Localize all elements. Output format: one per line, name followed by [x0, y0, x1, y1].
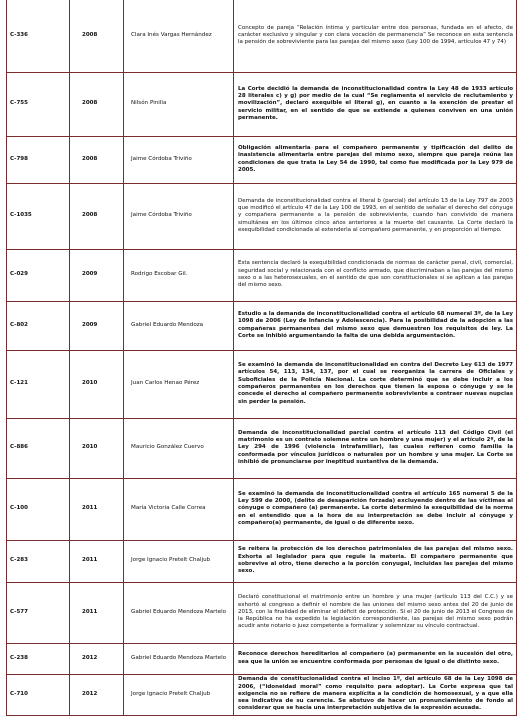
- sentence-code: C-121: [7, 350, 70, 418]
- sentence-year: 2008: [70, 72, 124, 136]
- magistrate-name: Jorge Ignacio Pretelt Chaljub: [124, 540, 234, 582]
- sentence-code: C-029: [7, 249, 70, 301]
- sentence-code: C-710: [7, 674, 70, 715]
- sentence-code: C-755: [7, 72, 70, 136]
- magistrate-name: Juan Carlos Henao Pérez: [124, 350, 234, 418]
- magistrate-name: Mauricio González Cuervo: [124, 418, 234, 478]
- sentence-year: 2009: [70, 249, 124, 301]
- sentence-description: Obligación alimentaria para el compañero permanente y tipificación del delito de inasistencia alimentaria entre parejas del mismo sexo, siempre que pareja reúna las condiciones de que trata la Ley 54 de 1990, tal como fue modificada por la Ley 979 de 2005.: [234, 136, 517, 183]
- table-row: [7, 0, 517, 72]
- magistrate-name: Jorge Ignacio Pretelt Chaljub: [124, 674, 234, 715]
- table-row: [7, 418, 517, 478]
- sentence-description: Reconoce derechos hereditarios al compañero (a) permanente en la sucesión del otro, sea que la unión se encuentre conformada por personas de igual o de distinto sexo.: [234, 643, 517, 674]
- magistrate-name: Gabriel Eduardo Mendoza Martelo: [124, 643, 234, 674]
- sentence-year: 2008: [70, 0, 124, 72]
- sentence-year: 2008: [70, 183, 124, 249]
- sentence-code: C-798: [7, 136, 70, 183]
- sentence-code: C-802: [7, 301, 70, 350]
- table-body: [7, 0, 517, 715]
- sentence-year: 2011: [70, 582, 124, 643]
- table-row: [7, 582, 517, 643]
- magistrate-name: Jaime Córdoba Triviño: [124, 183, 234, 249]
- table-row: [7, 643, 517, 674]
- sentence-description: Se examinó la demanda de inconstitucionalidad contra el artículo 165 numeral 5 de la Ley 599 de 2000, (delito de desaparición forzada) excluyendo dentro de las víctimas al cónyuge o compañero (a) permanente. La corte determinó la exequibilidad de la norma en el entendido que a la hora de su interpretación se debe incluir al cónyuge y compañero(a) permanente, de igual o de diferente sexo.: [234, 478, 517, 540]
- table-row: [7, 183, 517, 249]
- sentence-description: Estudio a la demanda de inconstitucionalidad contra el artículo 68 numeral 3º, de la Ley 1098 de 2006 (Ley de Infancia y Adolescencia). Para la posibilidad de la adopción a las compañeras permanentes del mismo sexo que demuestren los requisitos de ley. La Corte se inhibió argumentando la falta de una debida argumentación.: [234, 301, 517, 350]
- table-row: [7, 540, 517, 582]
- sentence-code: C-100: [7, 478, 70, 540]
- sentence-code: C-283: [7, 540, 70, 582]
- sentence-description: La Corte decidió la demanda de inconstitucionalidad contra la Ley 48 de 1933 artículo 28 literales c) y g) por medio de la cual “Se reglamenta el servicio de reclutamiento y movilización”, declaró exequible el literal g), en cuanto a la exención de prestar el servicio militar, en el sentido de que se extiende a quienes conviven en una unión permanente.: [234, 72, 517, 136]
- sentence-year: 2010: [70, 350, 124, 418]
- table-row: [7, 72, 517, 136]
- sentence-description: Esta sentencia declaró la exequibilidad condicionada de normas de carácter penal, civil, comercial, seguridad social y relacionada con el conflicto armado, que discriminaban a las parejas del mismo sexo o a las heterosexuales, en el sentido de que son constitucionales si se aplican a las parejas del mismo sexo.: [234, 249, 517, 301]
- sentence-code: C-1035: [7, 183, 70, 249]
- sentence-year: 2011: [70, 478, 124, 540]
- magistrate-name: Gabriel Eduardo Mendoza Martelo: [124, 582, 234, 643]
- sentence-year: 2010: [70, 418, 124, 478]
- sentence-code: C-577: [7, 582, 70, 643]
- magistrate-name: Jaime Córdoba Triviño: [124, 136, 234, 183]
- sentence-code: C-238: [7, 643, 70, 674]
- sentence-year: 2012: [70, 643, 124, 674]
- sentence-year: 2009: [70, 301, 124, 350]
- sentence-description: Concepto de pareja “Relación íntima y particular entre dos personas, fundada en el afecto, de carácter exclusivo y singular y con clara vocación de permanencia” Se reconoce en esta sentencia la pensión de sobreviviente para las parejas del mismo sexo (Ley 100 de 1994, artículos 47 y 74): [234, 0, 517, 72]
- table-row: [7, 674, 517, 715]
- magistrate-name: Gabriel Eduardo Mendoza: [124, 301, 234, 350]
- sentence-description: Demanda de constitucionalidad contra el inciso 1º, del artículo 68 de la Ley 1098 de 2006, (“idoneidad moral” como requisito para adoptar). La Corte expresa que tal exigencia no se refiere de manera explícita a la condición de homosexual, y a que ella sea indicativa de su carencia. Se abstuvo de hacer un pronunciamiento de fondo al considerar que se hacía una interpretación subjetiva de la expresión acusada.: [234, 674, 517, 715]
- sentence-code: C-886: [7, 418, 70, 478]
- magistrate-name: Clara Inés Vargas Hernández: [124, 0, 234, 72]
- sentence-description: Se reitera la protección de los derechos patrimoniales de las parejas del mismo sexo. Exhorta al legislador para que regule la materia. El compañero permanente que sobrevive al otro, tiene derecho a la porción conyugal, incluidas las parejas del mismo sexo.: [234, 540, 517, 582]
- sentence-description: Declaró constitucional el matrimonio entre un hombre y una mujer (artículo 113 del C.C.) y se exhortó al congreso a definir el nombre de las uniones del mismo sexo antes del 20 de junio de 2013, con la finalidad de eliminar el déficit de protección. Si el 20 de junio de 2013 el Congreso de la República no ha expedido la legislación correspondiente, las parejas del mismo sexo podrán acudir ante notario o juez competente a formalizar y solemnizar su vínculo contractual.: [234, 582, 517, 643]
- sentence-year: 2012: [70, 674, 124, 715]
- table-row: [7, 249, 517, 301]
- magistrate-name: Rodrigo Escobar Gil.: [124, 249, 234, 301]
- table-row: [7, 478, 517, 540]
- table-row: [7, 350, 517, 418]
- sentence-code: C-336: [7, 0, 70, 72]
- table-row: [7, 136, 517, 183]
- jurisprudence-table: [6, 0, 517, 716]
- sentence-year: 2008: [70, 136, 124, 183]
- sentence-description: Se examinó la demanda de inconstitucionalidad en contra del Decreto Ley 613 de 1977 artículos 54, 113, 134, 137, por el cual se reorganiza la carrera de Oficiales y Suboficiales de la Policía Nacional. La corte determinó que se debe incluir a los compañeros permanentes en los derechos que tienen la esposa o cónyuge y se le concede el derecho al compañero permanente sobreviviente a contraer nuevas nupcias sin perder la pensión.: [234, 350, 517, 418]
- sentence-description: Demanda de inconstitucionalidad parcial contra el artículo 113 del Código Civil (el matrimonio es un contrato solemne entre un hombre y una mujer) y el artículo 2º, de la Ley 294 de 1996 (violencia intrafamiliar), las cuales refieren como familia la conformada por vínculos jurídicos o naturales por un hombre y una mujer. La Corte se inhibió de pronunciarse por ineptitud sustantiva de la demanda.: [234, 418, 517, 478]
- sentence-description: Demanda de inconstitucionalidad contra el literal b (parcial) del artículo 13 de la Ley 797 de 2003 que modificó el artículo 47 de la Ley 100 de 1993, en el sentido de señalar el derecho del cónyuge y compañera permanente a la pensión de sobreviviente, cuando han convivido de manera simultánea en los últimos cinco años anteriores a la muerte del causante. La Corte declaró la exequibilidad condicionada al extenderla al compañero permanente, y en proporción al tiempo.: [234, 183, 517, 249]
- sentence-year: 2011: [70, 540, 124, 582]
- magistrate-name: María Victoria Calle Correa: [124, 478, 234, 540]
- magistrate-name: Nilsón Pinilla: [124, 72, 234, 136]
- table-row: [7, 301, 517, 350]
